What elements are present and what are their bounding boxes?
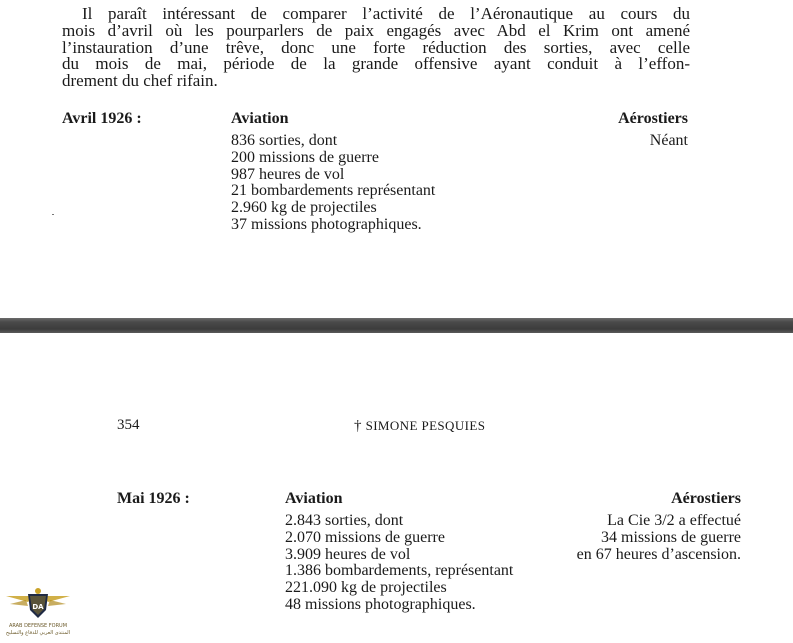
watermark-logo-text: DA bbox=[32, 603, 44, 611]
april-aerostiers-heading: Aérostiers bbox=[618, 110, 688, 127]
may-aerostiers-list bbox=[577, 513, 741, 563]
april-aviation-line: 987 heures de vol bbox=[231, 165, 345, 183]
paragraph-line: drement du chef rifain. bbox=[62, 71, 218, 91]
watermark-name: ARAB DEFENSE FORUM bbox=[8, 623, 68, 629]
scan-speck bbox=[52, 214, 54, 215]
page-divider bbox=[0, 318, 793, 333]
april-aerostiers-line: Néant bbox=[649, 132, 688, 149]
intro-paragraph bbox=[62, 6, 690, 90]
paragraph-line: Il paraît intéressant de comparer l’activité de l’Aéronautique au cours du bbox=[82, 4, 690, 23]
paragraph-line: du mois de mai, période de la grande offensive ayant conduit à l’effon- bbox=[62, 54, 690, 74]
april-aviation-line: 37 missions photographiques. bbox=[231, 215, 422, 233]
may-aerostiers-line: 34 missions de guerre bbox=[601, 528, 741, 546]
paragraph-line: l’instauration d’une trêve, donc une forte réduction des sorties, avec celle bbox=[62, 37, 690, 57]
may-aviation-line: 3.909 heures de vol bbox=[285, 545, 411, 563]
april-label: Avril 1926 : bbox=[62, 110, 142, 127]
may-label: Mai 1926 : bbox=[117, 490, 190, 507]
april-aviation-line: 836 sorties, dont bbox=[231, 132, 338, 149]
watermark-arabic: المنتدى العربي للدفاع والتسليح bbox=[5, 630, 71, 636]
april-aviation-line: 2.960 kg de projectiles bbox=[231, 199, 377, 217]
dagger-glyph: † bbox=[354, 418, 362, 434]
may-aviation-heading: Aviation bbox=[285, 490, 343, 507]
may-aviation-line: 2.843 sorties, dont bbox=[285, 512, 404, 529]
may-aviation-line: 221.090 kg de projectiles bbox=[285, 579, 447, 597]
running-head-text: SIMONE PESQUIES bbox=[365, 418, 486, 433]
may-aerostiers-line: en 67 heures d’ascension. bbox=[576, 545, 741, 563]
forum-watermark bbox=[4, 584, 72, 640]
may-aviation-line: 48 missions photographiques. bbox=[285, 595, 476, 613]
april-aviation-heading: Aviation bbox=[231, 110, 289, 127]
may-aerostiers-heading: Aérostiers bbox=[671, 490, 741, 507]
april-aerostiers-list bbox=[650, 133, 688, 150]
may-aviation-list bbox=[285, 513, 513, 614]
april-aviation-line: 21 bombardements représentant bbox=[231, 182, 436, 200]
may-aviation-line: 2.070 missions de guerre bbox=[285, 528, 445, 546]
page-top bbox=[0, 0, 793, 318]
page-bottom bbox=[0, 333, 793, 643]
april-aviation-list bbox=[231, 133, 435, 234]
may-aviation-line: 1.386 bombardements, représentant bbox=[285, 562, 514, 580]
page-number: 354 bbox=[117, 417, 140, 433]
paragraph-line: mois d’avril où les pourparlers de paix engagés avec Abd el Krim ont amené bbox=[62, 20, 690, 40]
running-head bbox=[354, 418, 485, 435]
april-aviation-line: 200 missions de guerre bbox=[231, 148, 379, 166]
may-aerostiers-line: La Cie 3/2 a effectué bbox=[607, 512, 741, 529]
